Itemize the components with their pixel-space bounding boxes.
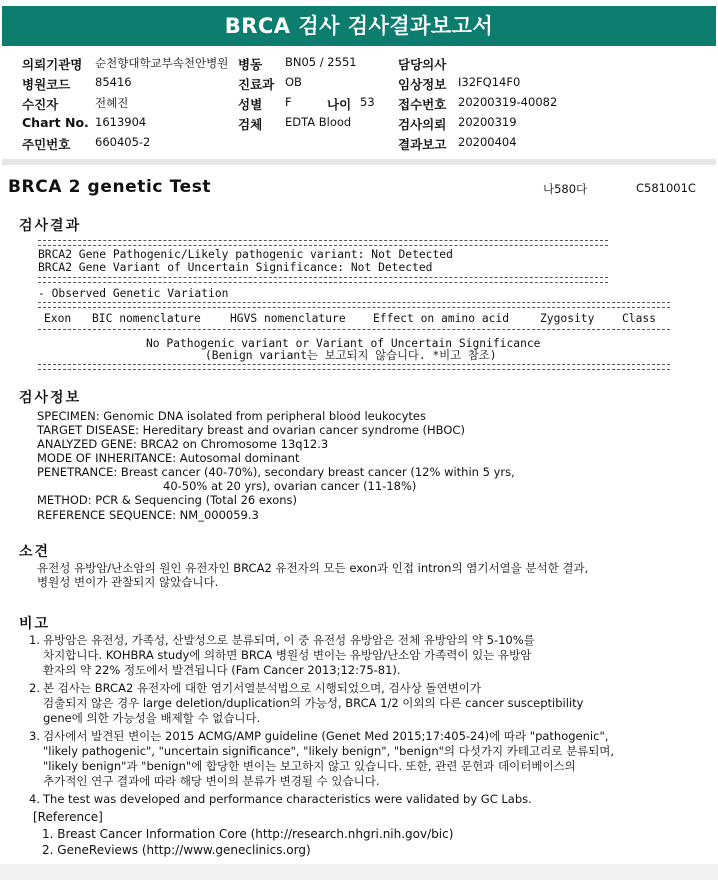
receipt-label: 접수번호: [398, 97, 447, 112]
institution-value: 순천향대학교부속천안병원: [95, 56, 229, 70]
note-line: "likely pathogenic", "uncertain significance", "likely benign", "benign"의 다섯가지 카테고리로 분류되며,: [43, 744, 615, 758]
info-target-disease: TARGET DISEASE: Hereditary breast and ovarian cancer syndrome (HBOC): [37, 423, 465, 437]
header-row-2: [0, 75, 718, 93]
report-title: BRCA 검사 검사결과보고서: [224, 14, 494, 38]
result-divider-top: [38, 240, 608, 246]
note-line: 환자의 약 22% 정도에서 발견됩니다 (Fam Cancer 2013;12:75-81).: [43, 663, 401, 677]
patient-value: 전혜진: [95, 96, 129, 110]
opinion-line-1: 유전성 유방암/난소암의 원인 유전자인 BRCA2 유전자의 모든 exon과 인접 intron의 염기서열을 분석한 결과,: [37, 561, 589, 575]
note-number: 2.: [29, 681, 40, 695]
header-row-4: [0, 115, 718, 133]
hospital-code-label: 병원코드: [22, 77, 71, 92]
request-label: 검사의뢰: [398, 117, 447, 132]
result-line-vus: BRCA2 Gene Variant of Uncertain Significance: Not Detected: [38, 261, 433, 274]
note-number: 4.: [29, 792, 40, 806]
age-value: 53: [360, 95, 375, 109]
info-penetrance-2: 40-50% at 20 yrs), ovarian cancer (11-18%): [163, 479, 417, 493]
hospital-code-value: 85416: [95, 75, 132, 89]
header-row-3: [0, 95, 718, 113]
benign-note-line: (Benign variant는 보고되지 않습니다. *비고 참조): [205, 349, 497, 362]
info-analyzed-gene: ANALYZED GENE: BRCA2 on Chromosome 13q12.3: [37, 437, 329, 451]
result-heading: 검사결과: [19, 218, 82, 234]
info-penetrance-1: PENETRANCE: Breast cancer (40-70%), secondary breast cancer (12% within 5 yrs,: [37, 465, 515, 479]
no-variant-line: No Pathogenic variant or Variant of Uncertain Significance: [146, 337, 541, 350]
note-line: 유방암은 유전성, 가족성, 산발성으로 분류되며, 이 중 유전성 유방암은 전체 유방암의 약 5-10%를: [43, 633, 535, 647]
doctor-label: 담당의사: [398, 57, 447, 72]
reference-heading: [Reference]: [33, 810, 103, 824]
chart-value: 1613904: [95, 115, 147, 129]
info-method: METHOD: PCR & Sequencing (Total 26 exons): [37, 493, 298, 507]
col-zygosity: Zygosity: [540, 312, 595, 325]
test-code-insurance: 나580다: [543, 182, 588, 196]
result-line-pathogenic: BRCA2 Gene Pathogenic/Likely pathogenic variant: Not Detected: [38, 248, 453, 261]
report-title-banner: [2, 6, 716, 46]
note-number: 1.: [29, 633, 40, 647]
header-row-5: [0, 135, 718, 153]
info-heading: 검사정보: [19, 390, 82, 406]
variant-table-header-rule: [38, 329, 670, 330]
test-title: BRCA 2 genetic Test: [8, 177, 212, 197]
note-line: 검출되지 않은 경우 large deletion/duplication의 가능성, BRCA 1/2 이외의 다른 cancer susceptibility: [43, 696, 584, 710]
report-date-label: 결과보고: [398, 137, 447, 152]
info-specimen: SPECIMEN: Genomic DNA isolated from peripheral blood leukocytes: [37, 409, 426, 423]
col-effect: Effect on amino acid: [373, 312, 510, 325]
institution-label: 의뢰기관명: [22, 57, 83, 72]
info-reference-seq: REFERENCE SEQUENCE: NM_000059.3: [37, 508, 259, 522]
dept-value: OB: [285, 75, 302, 89]
age-label: 나이: [327, 97, 352, 112]
note-line: 검사에서 발견된 변이는 2015 ACMG/AMP guideline (Genet Med 2015;17:405-24)에 따라 "pathogenic",: [43, 729, 609, 743]
note-line: 추가적인 연구 결과에 따라 해당 변이의 분류가 변경될 수 있습니다.: [43, 774, 380, 788]
header-divider: [2, 159, 716, 165]
receipt-value: 20200319-40082: [458, 95, 558, 109]
report-header: [0, 55, 718, 155]
report-date-value: 20200404: [458, 135, 517, 149]
note-line: 본 검사는 BRCA2 유전자에 대한 염기서열분석법으로 시행되었으며, 검사상 돌연변이가: [43, 681, 482, 695]
notes-heading: 비고: [19, 616, 51, 632]
patient-label: 수진자: [22, 97, 59, 112]
sex-label: 성별: [238, 97, 263, 112]
request-value: 20200319: [458, 115, 517, 129]
reference-item-1: 1. Breast Cancer Information Core (http://research.nhgri.nih.gov/bic): [42, 827, 454, 841]
opinion-heading: 소견: [19, 544, 51, 560]
ward-value: BN05 / 2551: [285, 55, 357, 69]
sex-value: F: [285, 95, 292, 109]
specimen-label: 검체: [238, 117, 263, 132]
opinion-line-2: 병원성 변이가 관찰되지 않았습니다.: [37, 575, 219, 589]
variant-table-top-rule: [38, 302, 670, 308]
variant-table-bottom-rule: [38, 364, 670, 370]
col-exon: Exon: [44, 312, 72, 325]
col-class: Class: [622, 312, 657, 325]
col-hgvs: HGVS nomenclature: [230, 312, 346, 325]
observed-variation-label: - Observed Genetic Variation: [38, 287, 229, 300]
dept-label: 진료과: [238, 77, 275, 92]
test-code-lab: C581001C: [636, 181, 696, 195]
note-line: "likely benign"과 "benign"에 합당한 변이는 보고하지 않고 있습니다. 또한, 관련 문헌과 데이터베이스의: [43, 759, 576, 773]
id-label: 주민번호: [22, 137, 71, 152]
id-value: 660405-2: [95, 135, 151, 149]
note-line: 차지합니다. KOHBRA study에 의하면 BRCA 병원성 변이는 유방암/난소암 가족력이 있는 유방암: [43, 648, 532, 662]
page-bottom-bar: [0, 864, 718, 880]
reference-item-2: 2. GeneReviews (http://www.geneclinics.org): [42, 843, 311, 857]
specimen-value: EDTA Blood: [285, 115, 352, 129]
note-number: 3.: [29, 729, 40, 743]
ward-label: 병동: [238, 57, 263, 72]
col-bic: BIC nomenclature: [92, 312, 201, 325]
note-line: gene에 의한 가능성을 배제할 수 없습니다.: [43, 711, 261, 725]
clinical-value: I32FQ14F0: [458, 75, 521, 89]
info-inheritance: MODE OF INHERITANCE: Autosomal dominant: [37, 451, 300, 465]
header-row-1: [0, 55, 718, 73]
note-line: The test was developed and performance characteristics were validated by GC Labs.: [43, 792, 532, 806]
result-divider-mid: [38, 277, 608, 283]
chart-label: Chart No.: [22, 115, 89, 130]
clinical-label: 임상정보: [398, 77, 447, 92]
